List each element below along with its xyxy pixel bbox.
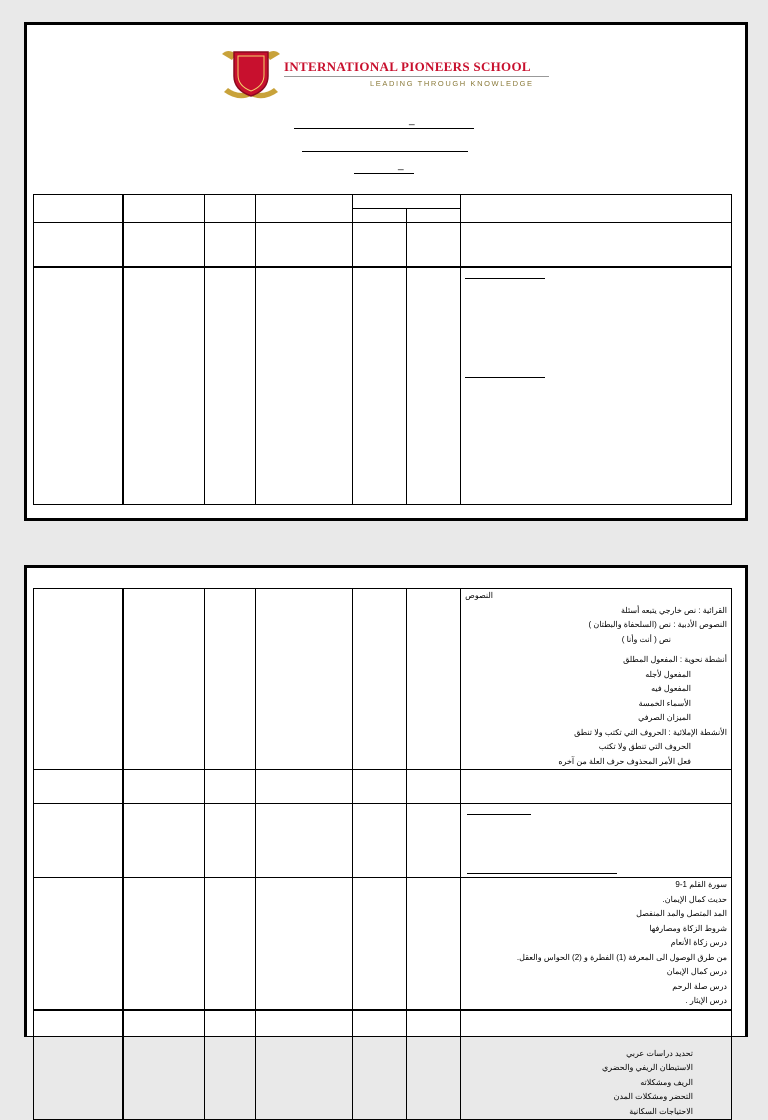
table-cell	[460, 223, 731, 267]
table-cell	[205, 804, 256, 878]
text-line: من طرق الوصول الى المعرفة (1) الفطرة و (2) الحواس والعقل.	[516, 952, 727, 962]
header-cell	[205, 195, 256, 223]
table-cell	[256, 804, 353, 878]
school-logo	[218, 46, 284, 104]
text-line: درس صلة الرحم	[672, 981, 727, 991]
table-cell	[353, 589, 407, 770]
table-cell	[407, 223, 460, 267]
content-cell-arabic	[460, 589, 731, 770]
top-rule	[25, 565, 747, 568]
table-cell	[256, 589, 353, 770]
table-cell	[256, 267, 353, 505]
header-cell	[353, 195, 460, 209]
text-line: الريف ومشكلاته	[640, 1077, 693, 1087]
table-cell	[407, 878, 460, 1010]
header-cell	[256, 195, 353, 223]
text-line: سورة القلم 1-9	[675, 880, 727, 889]
text-line: نص ( أنت وأنا )	[621, 634, 671, 644]
table-cell	[205, 878, 256, 1010]
left-rule	[24, 23, 27, 520]
spacer	[461, 1011, 731, 1047]
text-line: فعل الأمر المحذوف حرف العلة من آخره	[558, 756, 691, 766]
right-rule	[745, 566, 748, 1036]
left-rule	[24, 566, 27, 1036]
text-line: الميزان الصرفي	[638, 713, 691, 722]
table-cell	[34, 878, 123, 1010]
table-cell	[407, 589, 460, 770]
table-cell	[256, 878, 353, 1010]
table-cell	[353, 223, 407, 267]
table-cell	[460, 770, 731, 804]
text-line: الأنشطة الإملائية : الحروف التي تكتب ولا تنطق	[574, 727, 727, 737]
table-cell	[123, 770, 205, 804]
header-cell	[34, 195, 123, 223]
title-line-2	[302, 151, 468, 152]
page-2	[24, 565, 748, 1116]
content-cell	[460, 804, 731, 878]
title-line-1	[294, 128, 474, 129]
page-1	[24, 22, 748, 521]
table-cell	[353, 770, 407, 804]
table-cell	[34, 223, 123, 267]
content-cell-arabic	[460, 1010, 731, 1120]
school-divider	[284, 76, 549, 77]
text-line: شروط الزكاة ومصارفها	[649, 923, 727, 933]
table-cell	[123, 267, 205, 505]
text-line: التحضر ومشكلات المدن	[613, 1092, 693, 1101]
table-cell	[34, 770, 123, 804]
table-cell	[34, 1010, 123, 1120]
table-cell	[34, 804, 123, 878]
table-cell	[205, 770, 256, 804]
text-line: النصوص	[465, 591, 493, 600]
text-line: حديث كمال الإيمان.	[662, 894, 727, 904]
table-cell	[407, 804, 460, 878]
section-underline	[465, 278, 545, 279]
school-name: INTERNATIONAL PIONEERS SCHOOL	[284, 59, 531, 74]
table-cell	[256, 223, 353, 267]
header-subcell	[407, 209, 460, 223]
table-cell	[407, 1010, 460, 1120]
text-line: درس الإيثار .	[685, 996, 727, 1005]
content-cell-arabic	[460, 878, 731, 1010]
header-cell	[460, 195, 731, 223]
table-cell	[256, 1010, 353, 1120]
section-underline	[467, 814, 531, 815]
section-underline	[467, 873, 617, 874]
text-line: الأسماء الخمسة	[638, 698, 691, 708]
text-line: المفعول لأجله	[645, 669, 691, 679]
table-cell	[123, 1010, 205, 1120]
right-rule	[745, 23, 748, 520]
text-line: المفعول فيه	[651, 684, 691, 693]
table-cell	[205, 267, 256, 505]
header-subcell	[353, 209, 407, 223]
text-line: الحروف التي تنطق ولا تكتب	[598, 742, 691, 751]
plan-table-header	[33, 194, 732, 505]
table-cell	[34, 267, 123, 505]
table-cell	[34, 589, 123, 770]
table-cell	[353, 1010, 407, 1120]
text-line: القرائية : نص خارجي يتبعه أسئلة	[621, 605, 727, 615]
table-cell	[123, 223, 205, 267]
title-line-3	[354, 173, 414, 174]
title-dash-3: _	[398, 160, 404, 171]
table-cell	[407, 770, 460, 804]
table-cell	[353, 804, 407, 878]
text-line: الاحتياجات السكانية	[629, 1106, 693, 1116]
plan-table	[33, 588, 732, 1120]
text-line: الاستيطان الريفي والحضري	[602, 1063, 693, 1072]
text-line: درس كمال الإيمان	[666, 967, 727, 976]
table-cell	[407, 267, 460, 505]
table-cell	[123, 878, 205, 1010]
section-underline	[465, 377, 545, 378]
table-cell	[353, 267, 407, 505]
table-cell	[123, 589, 205, 770]
content-cell	[460, 267, 731, 505]
table-cell	[205, 589, 256, 770]
table-cell	[205, 223, 256, 267]
title-dash-1: _	[409, 115, 415, 126]
text-line: تحديد دراسات عربي	[626, 1048, 693, 1058]
header-cell	[123, 195, 205, 223]
text-line: النصوص الأدبية : نص (السلحفاة والبطتان )	[588, 620, 727, 629]
text-line: المد المتصل والمد المنفصل	[636, 909, 727, 918]
table-cell	[205, 1010, 256, 1120]
text-line: درس زكاة الأنعام	[670, 938, 727, 947]
text-line: أنشطة نحوية : المفعول المطلق	[623, 655, 727, 664]
table-cell	[353, 878, 407, 1010]
table-cell	[123, 804, 205, 878]
table-cell	[256, 770, 353, 804]
top-rule	[25, 22, 747, 25]
bottom-rule	[25, 518, 747, 521]
school-tagline: LEADING THROUGH KNOWLEDGE	[370, 79, 534, 88]
